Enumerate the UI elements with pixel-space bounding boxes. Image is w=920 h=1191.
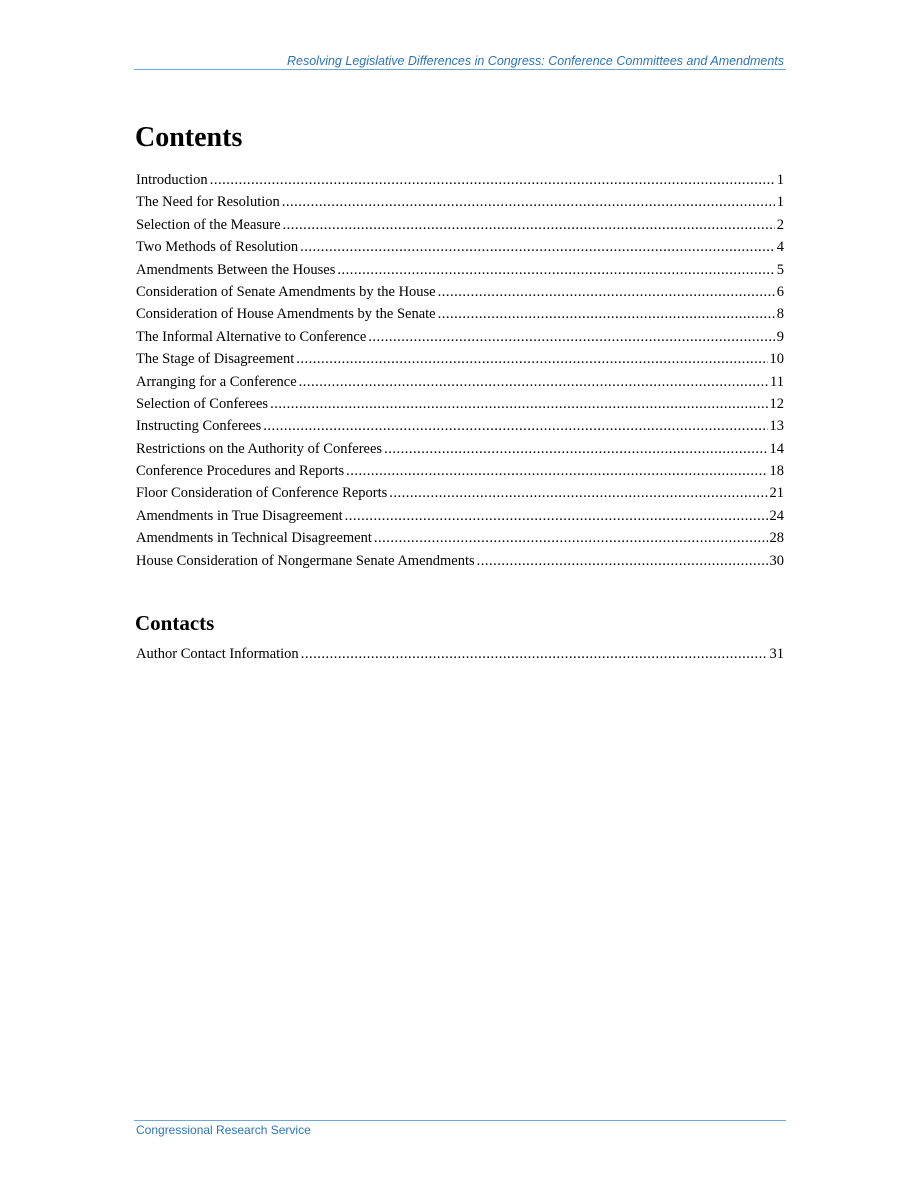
toc-entry-title[interactable]: Amendments Between the Houses <box>136 261 336 278</box>
toc-entry-page[interactable]: 9 <box>776 328 784 345</box>
toc-entry-title[interactable]: Amendments in Technical Disagreement <box>136 530 372 547</box>
toc-entry[interactable] <box>136 262 784 284</box>
toc-entry-page[interactable]: 13 <box>769 418 784 435</box>
toc-entry-title[interactable]: Consideration of House Amendments by the Senate <box>136 306 436 323</box>
toc-entry-title[interactable]: The Stage of Disagreement <box>136 351 295 368</box>
toc-dot-leader <box>299 374 768 391</box>
contacts-heading: Contacts <box>135 611 215 635</box>
toc-entry-title[interactable]: Instructing Conferees <box>136 418 262 435</box>
toc-entry-title[interactable]: Arranging for a Conference <box>136 373 297 390</box>
toc-dot-leader <box>337 262 774 279</box>
toc-entry-title[interactable]: Conference Procedures and Reports <box>136 463 345 480</box>
toc-entry-page[interactable]: 31 <box>769 646 784 662</box>
toc-entry-page[interactable]: 18 <box>769 463 784 480</box>
toc-dot-leader <box>345 508 768 525</box>
toc-dot-leader <box>477 553 768 570</box>
toc-entry[interactable] <box>136 485 784 507</box>
toc-dot-leader <box>438 284 775 301</box>
toc-entry-page[interactable]: 24 <box>769 507 784 524</box>
toc-dot-leader <box>374 530 768 547</box>
toc-entry-title[interactable]: House Consideration of Nongermane Senate Amendments <box>136 552 475 569</box>
toc-entry-page[interactable]: 8 <box>776 306 784 323</box>
toc-entry[interactable] <box>136 306 784 328</box>
header-rule <box>134 69 786 70</box>
running-header: Resolving Legislative Differences in Congress: Conference Committees and Amendments <box>287 54 784 68</box>
toc-dot-leader <box>389 485 767 502</box>
toc-entry[interactable] <box>136 553 784 575</box>
toc-entry[interactable] <box>136 463 784 485</box>
toc-entry-page[interactable]: 11 <box>770 373 784 390</box>
toc-entry-page[interactable]: 28 <box>769 530 784 547</box>
toc-entry[interactable] <box>136 646 784 668</box>
toc-entry-title[interactable]: Consideration of Senate Amendments by the House <box>136 283 436 300</box>
toc-entry-page[interactable]: 5 <box>776 261 784 278</box>
toc-entry-title[interactable]: The Informal Alternative to Conference <box>136 328 367 345</box>
toc-dot-leader <box>283 217 775 234</box>
toc-entry-title[interactable]: Introduction <box>136 172 208 188</box>
toc-dot-leader <box>438 306 775 323</box>
toc-entry-title[interactable]: Floor Consideration of Conference Reports <box>136 485 388 502</box>
toc-entry[interactable] <box>136 217 784 239</box>
toc-entry-page[interactable]: 14 <box>769 440 784 457</box>
toc-dot-leader <box>368 329 774 346</box>
toc-dot-leader <box>346 463 767 480</box>
toc-entry-title[interactable]: The Need for Resolution <box>136 194 280 211</box>
toc-entry-page[interactable]: 1 <box>776 194 784 211</box>
toc-entry[interactable] <box>136 508 784 530</box>
toc-entry[interactable] <box>136 418 784 440</box>
contents-heading: Contents <box>135 122 243 153</box>
toc-entry-title[interactable]: Two Methods of Resolution <box>136 239 299 256</box>
toc-entry-title[interactable]: Amendments in True Disagreement <box>136 507 343 524</box>
toc-entry[interactable] <box>136 396 784 418</box>
toc-entry[interactable] <box>136 284 784 306</box>
toc-entry-page[interactable]: 4 <box>776 239 784 256</box>
toc-entry-page[interactable]: 6 <box>776 283 784 300</box>
toc-dot-leader <box>384 441 767 458</box>
toc-entry[interactable] <box>136 351 784 373</box>
toc-dot-leader <box>301 646 768 663</box>
toc-dot-leader <box>282 194 775 211</box>
toc-entry-title[interactable]: Restrictions on the Authority of Conferees <box>136 440 383 457</box>
toc-entry-title[interactable]: Author Contact Information <box>136 646 299 662</box>
toc-entry-page[interactable]: 1 <box>776 172 784 188</box>
toc-dot-leader <box>263 418 767 435</box>
footer-rule <box>134 1120 786 1121</box>
toc-dot-leader <box>300 239 775 256</box>
toc-entry[interactable] <box>136 530 784 552</box>
toc-entry[interactable] <box>136 329 784 351</box>
toc-entry[interactable] <box>136 194 784 216</box>
footer-organization: Congressional Research Service <box>136 1123 311 1137</box>
toc-entry[interactable] <box>136 441 784 463</box>
toc-entry-title[interactable]: Selection of Conferees <box>136 395 269 412</box>
toc-entry-page[interactable]: 10 <box>769 351 784 368</box>
contacts-list <box>136 646 784 668</box>
toc-entry-page[interactable]: 21 <box>769 485 784 502</box>
toc-entry-page[interactable]: 30 <box>769 552 784 569</box>
toc-dot-leader <box>270 396 767 413</box>
toc-dot-leader <box>210 172 775 189</box>
toc-entry[interactable] <box>136 239 784 261</box>
toc-entry-title[interactable]: Selection of the Measure <box>136 216 281 233</box>
toc-entry-page[interactable]: 12 <box>769 395 784 412</box>
toc-entry[interactable] <box>136 374 784 396</box>
contents-list <box>136 172 784 575</box>
toc-dot-leader <box>296 351 767 368</box>
toc-entry[interactable] <box>136 172 784 194</box>
toc-entry-page[interactable]: 2 <box>776 216 784 233</box>
